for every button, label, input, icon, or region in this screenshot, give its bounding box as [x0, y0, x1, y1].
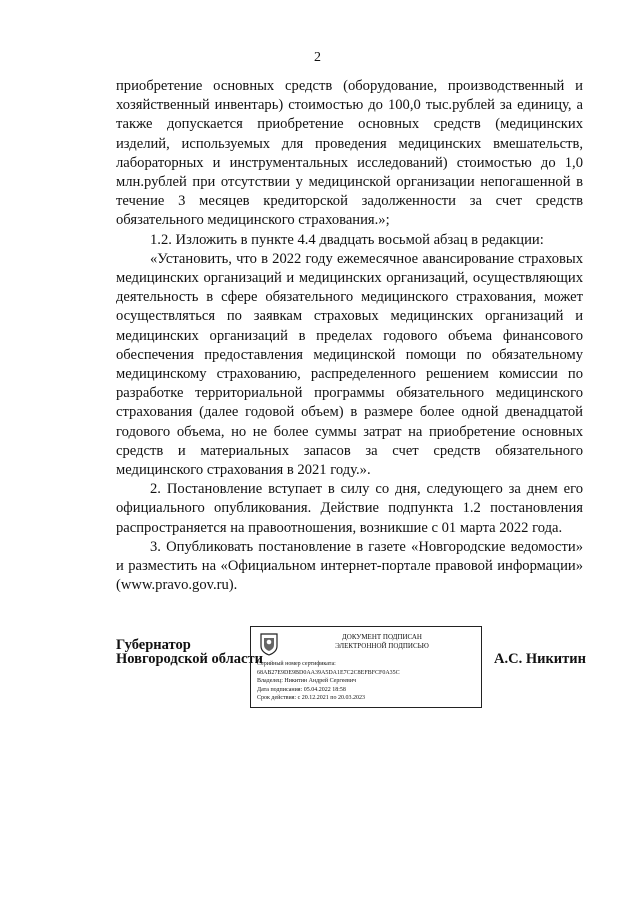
document-body [116, 77, 583, 595]
certificate-serial-label: Серийный номер сертификата: [257, 661, 336, 667]
page-number: 2 [314, 50, 321, 65]
signatory-name: А.С. Никитин [494, 651, 586, 667]
signature-stamp-title [289, 632, 475, 651]
signature-heading-line2: ЭЛЕКТРОННОЙ ПОДПИСЬЮ [335, 642, 429, 650]
signatory-title-line1: Губернатор [116, 637, 191, 653]
certificate-owner: Владелец: Никитин Андрей Сергеевич [257, 678, 357, 684]
signature-heading-line1: ДОКУМЕНТ ПОДПИСАН [342, 633, 422, 641]
paragraph-1: приобретение основных средств (оборудование, производственный и хозяйственный инвентарь) стоимостью до 100,0 тыс.рублей за единицу, а также допускается приобретение основных средств (медицинских изделий, используемых для проведения медицинских вмешательств, лабораторных и инструментальных исследований) стоимостью до 1,0 млн.рублей при отсутствии у медицинской организации непогашенной в течение 3 месяцев кредиторской задолженности за счет средств обязательного медицинского страхования.»; [116, 78, 583, 229]
signatory-title [116, 638, 263, 666]
paragraph-3: «Установить, что в 2022 году ежемесячное авансирование страховых медицинских организаций и медицинских организаций, осуществляющих деятельность в сфере обязательного медицинского страхования, может осуществляться по заявкам страховых медицинских организаций и медицинских организаций в пределах годового объема финансового обеспечения предоставления медицинской помощи по обязательному медицинскому страхованию, распределенного решением комиссии по разработке территориальной программы обязательного медицинского страхования (далее годовой объем) в размере более одной двенадцатой годового объема, но не более суммы затрат на приобретение основных средств и материальных запасов за счет средств обязательного медицинского страхования в 2021 году.». [116, 250, 583, 479]
signature-stamp-header [257, 632, 475, 660]
paragraph-5: 3. Опубликовать постановление в газете «Новгородские ведомости» и разместить на «Официальном интернет-портале правовой информации» (www.pravo.gov.ru). [116, 538, 583, 594]
signing-date: Дата подписания: 05.04.2022 18:58 [257, 686, 346, 693]
electronic-signature-stamp [250, 626, 482, 708]
coat-of-arms-icon [259, 632, 279, 656]
paragraph-2: 1.2. Изложить в пункте 4.4 двадцать восьмой абзац в редакции: [150, 231, 544, 248]
certificate-serial: 68AB27E9DE9BD0AA39A5DA1E7C2C8EFBFCF0A35C [257, 669, 400, 676]
certificate-validity: Срок действия: с 20.12.2021 по 20.03.2023 [257, 695, 365, 701]
paragraph-4: 2. Постановление вступает в силу со дня, следующего за днем его официального опубликования. Действие подпункта 1.2 постановления распространяется на правоотношения, возникшие с 01 марта 2022 года. [116, 481, 583, 536]
signatory-title-line2: Новгородской области [116, 651, 263, 667]
